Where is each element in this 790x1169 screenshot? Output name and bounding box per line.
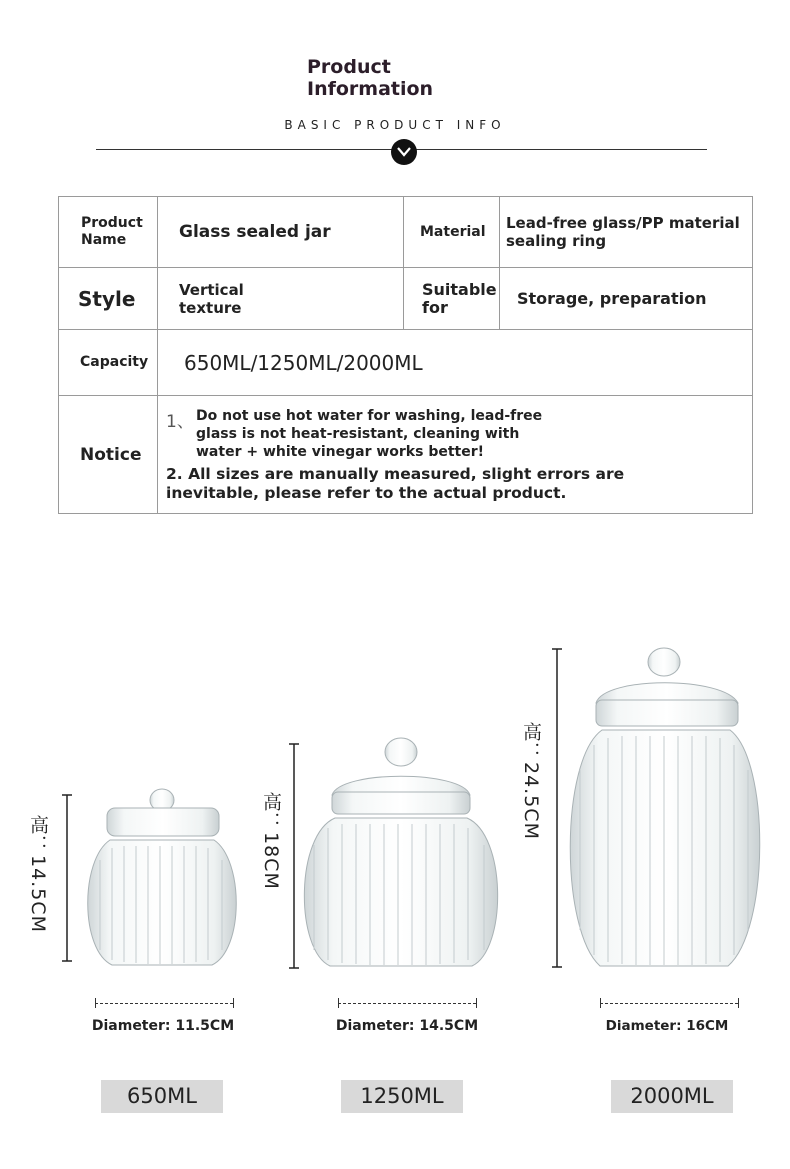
- page-title: [307, 56, 433, 100]
- jar-small: [88, 789, 237, 965]
- diameter-line-medium: [338, 1003, 476, 1005]
- diameter-tick: [476, 998, 477, 1008]
- style-label: Style: [59, 268, 158, 330]
- diameter-tick: [338, 998, 339, 1008]
- diameter-tick: [600, 998, 601, 1008]
- capacity-tag-2000: 2000ML: [611, 1080, 733, 1113]
- section-subtitle: BASIC PRODUCT INFO: [284, 118, 506, 132]
- notice-content: [158, 396, 753, 514]
- style-value: Vertical texture: [158, 268, 404, 330]
- diameter-label-large: Diameter: 16CM: [605, 1018, 729, 1034]
- capacity-value: 650ML/1250ML/2000ML: [158, 330, 753, 396]
- notice-2-text: 2. All sizes are manually measured, slight errors are inevitable, please refer to the actual product.: [166, 464, 625, 502]
- diameter-line-large: [600, 1003, 738, 1005]
- notice-label: Notice: [59, 396, 158, 514]
- height-label-medium: 高：18CM: [260, 792, 282, 890]
- material-value: Lead-free glass/PP material sealing ring: [500, 197, 753, 268]
- product-name-value: Glass sealed jar: [158, 197, 404, 268]
- suitable-value: Storage, preparation: [500, 268, 753, 330]
- product-info-table: [58, 196, 753, 514]
- diameter-tick: [95, 998, 96, 1008]
- height-label-small: 高：14.5CM: [27, 815, 49, 933]
- diameter-tick: [738, 998, 739, 1008]
- height-label-large: 高：24.5CM: [520, 722, 542, 840]
- material-label: Material: [404, 197, 500, 268]
- diameter-tick: [233, 998, 234, 1008]
- capacity-tag-1250: 1250ML: [341, 1080, 463, 1113]
- suitable-label: Suitable for: [404, 268, 500, 330]
- notice-1-text: Do not use hot water for washing, lead-free glass is not heat-resistant, cleaning with water + white vinegar works better!: [196, 407, 543, 460]
- diameter-line-small: [95, 1003, 233, 1005]
- capacity-tag-650: 650ML: [101, 1080, 223, 1113]
- jar-large: [570, 648, 760, 966]
- chevron-down-icon: [391, 139, 417, 165]
- jar-medium: [304, 738, 497, 966]
- diameter-label-small: Diameter: 11.5CM: [91, 1018, 235, 1034]
- title-line-1: Product: [307, 56, 391, 78]
- diameter-label-medium: Diameter: 14.5CM: [335, 1018, 479, 1034]
- product-name-label: Product Name: [59, 197, 158, 268]
- title-line-2: Information: [307, 78, 434, 100]
- jars-illustration: [0, 620, 790, 990]
- notice-1-prefix: 1、: [166, 411, 194, 432]
- capacity-label: Capacity: [59, 330, 158, 396]
